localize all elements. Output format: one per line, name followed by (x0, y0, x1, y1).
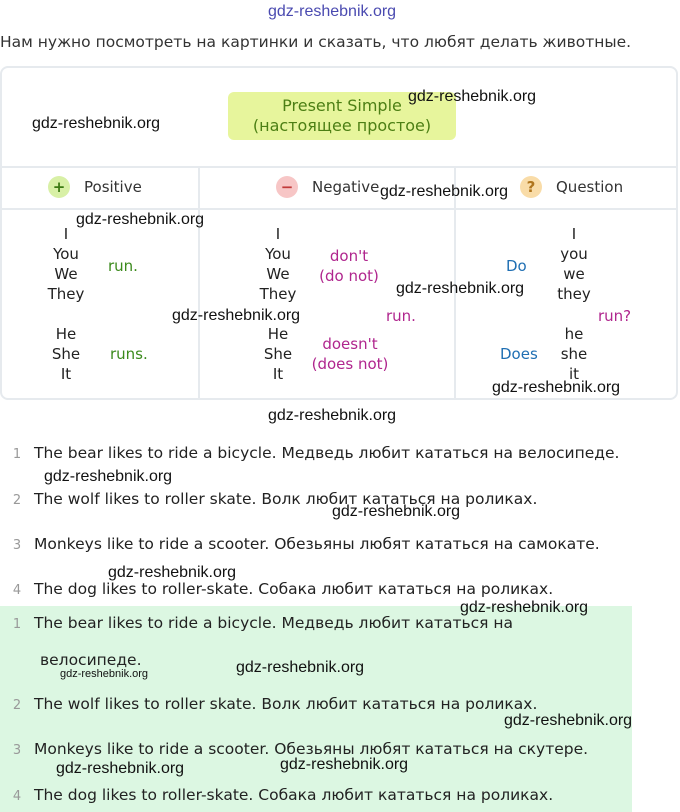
watermark[interactable]: gdz-reshebnik.org (396, 280, 525, 297)
positive-singular-verb: runs. (110, 345, 148, 363)
intro-text: Нам нужно посмотреть на картинки и сказать, что любят делать животные. (0, 33, 632, 51)
exercise-item: 2 The wolf likes to roller skate. Волк любит кататься на роликах. (12, 490, 538, 508)
answer-item: 2 The wolf likes to roller skate. Волк любит кататься на роликах. (12, 695, 538, 713)
tense-subtitle: (настоящее простое) (252, 116, 432, 135)
negative-label: Negative (312, 178, 380, 196)
header-positive (48, 176, 142, 198)
watermark[interactable]: gdz-reshebnik.org (172, 307, 301, 324)
answer-item: 3 Monkeys like to ride a scooter. Обезьяны любят кататься на скутере. (12, 740, 589, 758)
watermark[interactable]: gdz-reshebnik.org (332, 503, 461, 520)
exercise-item: 4 The dog likes to roller-skate. Собака любит кататься на роликах. (12, 580, 554, 598)
positive-plural-verb: run. (108, 257, 138, 275)
exercise-item: 3 Monkeys like to ride a scooter. Обезьяны любят кататься на самокате. (12, 535, 600, 553)
question-icon: ? (520, 176, 542, 198)
header-question (520, 176, 623, 198)
negative-plural-aux: don't (do not) (319, 247, 379, 285)
question-verb: run? (598, 307, 632, 325)
watermark[interactable]: gdz-reshebnik.org (268, 3, 397, 20)
positive-plural-pronouns: I You We They (47, 225, 85, 303)
answer-continuation: велосипеде. (40, 651, 142, 669)
watermark[interactable]: gdz-reshebnik.org (44, 468, 173, 485)
header-row (2, 166, 676, 210)
watermark[interactable]: gdz-reshebnik.org (268, 407, 397, 424)
question-plural-aux: Do (506, 257, 527, 275)
question-label: Question (556, 178, 624, 196)
watermark[interactable]: gdz-reshebnik.org (56, 760, 185, 777)
question-plural-pronouns: I you we they (557, 225, 591, 303)
header-negative (276, 176, 379, 198)
question-singular-aux: Does (500, 345, 538, 363)
positive-singular-pronouns: He She It (51, 325, 81, 383)
watermark[interactable]: gdz-reshebnik.org (280, 756, 409, 773)
watermark[interactable]: gdz-reshebnik.org (236, 659, 365, 676)
question-singular-pronouns: he she it (560, 325, 588, 383)
watermark[interactable]: gdz-reshebnik.org (460, 599, 589, 616)
watermark[interactable]: gdz-reshebnik.org (408, 88, 537, 105)
tense-title: Present Simple (282, 96, 402, 115)
positive-label: Positive (84, 178, 142, 196)
answer-item: 1 The bear likes to ride a bicycle. Медведь любит кататься на (12, 614, 514, 632)
negative-singular-aux: doesn't (does not) (311, 335, 389, 373)
minus-icon: − (276, 176, 298, 198)
watermark[interactable]: gdz-reshebnik.org (32, 115, 161, 132)
answer-item: 4 The dog likes to roller-skate. Собака любит кататься на роликах. (12, 786, 554, 804)
watermark[interactable]: gdz-reshebnik.org (504, 712, 633, 729)
watermark[interactable]: gdz-reshebnik.org (76, 211, 205, 228)
watermark[interactable]: gdz-reshebnik.org (108, 564, 237, 581)
column-divider (198, 166, 200, 400)
negative-singular-pronouns: He She It (263, 325, 293, 383)
exercise-item: 1 The bear likes to ride a bicycle. Медведь любит кататься на велосипеде. (12, 444, 620, 462)
watermark[interactable]: gdz-reshebnik.org (60, 668, 149, 680)
negative-verb: run. (386, 307, 416, 325)
plus-icon: + (48, 176, 70, 198)
negative-plural-pronouns: I You We They (259, 225, 297, 303)
watermark[interactable]: gdz-reshebnik.org (380, 183, 509, 200)
watermark[interactable]: gdz-reshebnik.org (492, 379, 621, 396)
